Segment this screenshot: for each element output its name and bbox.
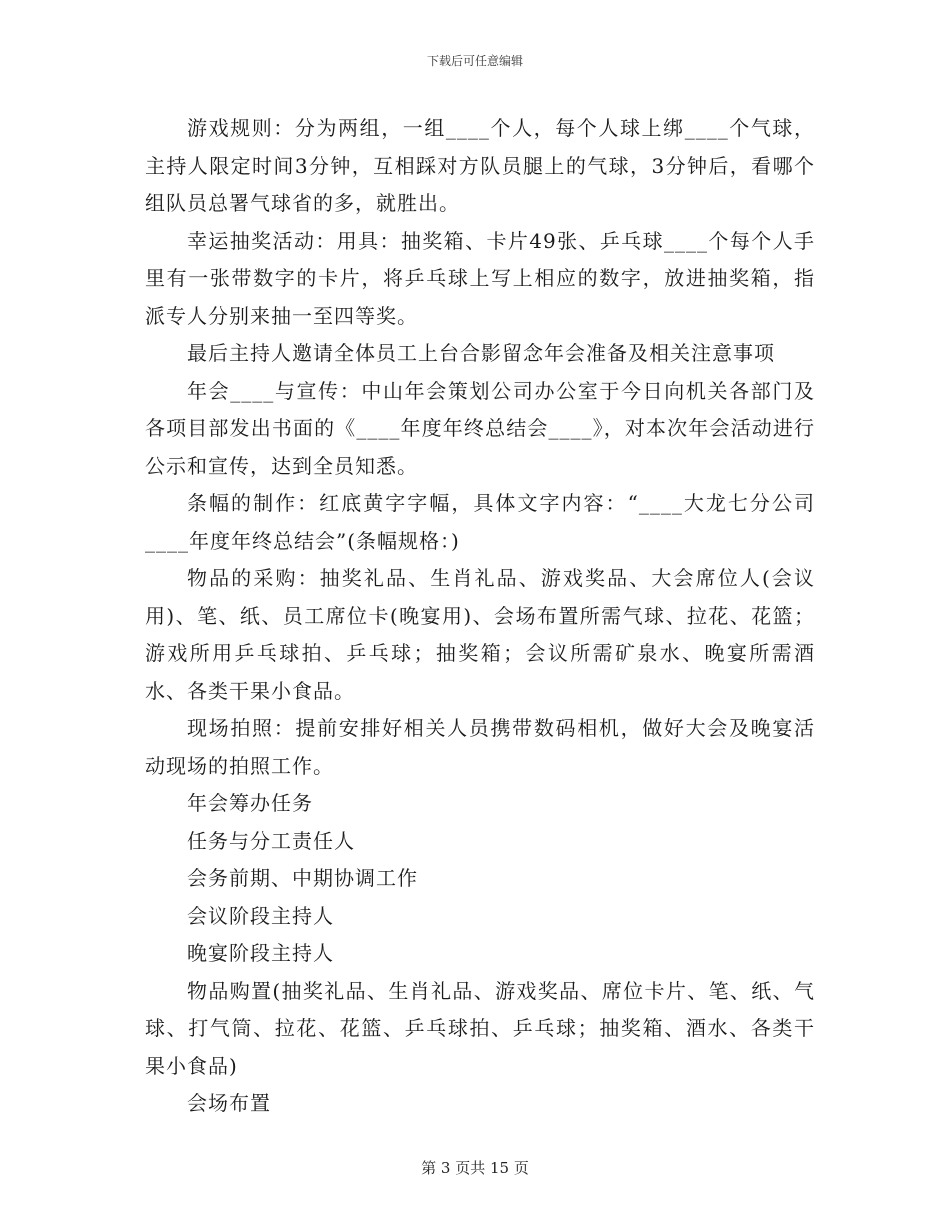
paragraph-item-purchase: 物品购置(抽奖礼品、生肖礼品、游戏奖品、席位卡片、笔、纸、气球、打气筒、拉花、花篮、乒乓球拍、乒乓球；抽奖箱、酒水、各类干果小食品) [145,978,815,1078]
page-footer: 第 3 页共 15 页 [421,1159,529,1177]
paragraph-lucky-draw: 幸运抽奖活动：用具：抽奖箱、卡片49张、乒乓球____个每个人手里有一张带数字的卡片，将乒乓球上写上相应的数字，放进抽奖箱，指派专人分别来抽一至四等奖。 [145,228,815,328]
paragraph-meeting-host: 会议阶段主持人 [187,903,334,928]
paragraph-banquet-host: 晚宴阶段主持人 [187,941,334,965]
paragraph-publicity: 年会____与宣传：中山年会策划公司办公室于今日向机关各部门及各项目部发出书面的《____年度年终总结会____》，对本次年会活动进行公示和宣传，达到全员知悉。 [145,378,815,478]
document-body [145,110,815,1123]
paragraph-photography: 现场拍照：提前安排好相关人员携带数码相机，做好大会及晚宴活动现场的拍照工作。 [145,716,815,778]
paragraph-game-rules: 游戏规则：分为两组，一组____个人，每个人球上绑____个气球，主持人限定时间3分钟，互相踩对方队员腿上的气球，3分钟后，看哪个组队员总署气球省的多，就胜出。 [145,116,815,215]
paragraph-task-assignment: 任务与分工责任人 [187,828,355,853]
paragraph-venue-setup: 会场布置 [187,1091,271,1115]
paragraph-coordination: 会务前期、中期协调工作 [187,866,418,890]
paragraph-tasks-heading: 年会筹办任务 [187,791,313,815]
paragraph-group-photo: 最后主持人邀请全体员工上台合影留念年会准备及相关注意事项 [187,341,775,365]
page-header: 下载后可任意编辑 [426,54,523,68]
paragraph-purchasing: 物品的采购：抽奖礼品、生肖礼品、游戏奖品、大会席位人(会议用)、笔、纸、员工席位卡(晚宴用)、会场布置所需气球、拉花、花篮；游戏所用乒乓球拍、乒乓球；抽奖箱；会议所需矿泉水、晚宴所需酒水、各类干果小食品。 [145,566,815,703]
paragraph-banner: 条幅的制作：红底黄字字幅，具体文字内容：“____大龙七分公司____年度年终总结会”(条幅规格：) [145,491,815,553]
